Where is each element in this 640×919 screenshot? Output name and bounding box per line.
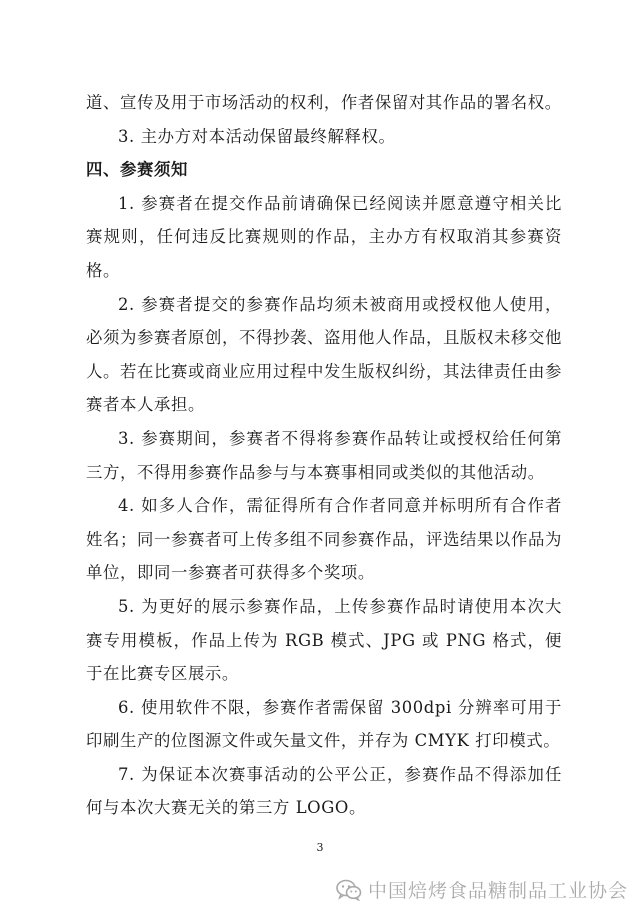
paragraph-notice-6: 6. 使用软件不限，参赛作者需保留 300dpi 分辨率可用于印刷生产的位图源文件或矢量文件，并存为 CMYK 打印模式。: [86, 697, 562, 751]
paragraph-notice-2: 2. 参赛者提交的参赛作品均须未被商用或授权他人使用，必须为参赛者原创，不得抄袭、盗用他人作品，且版权未移交他人。若在比赛或商业应用过程中发生版权纠纷，其法律责任由参赛者本人承担。: [86, 294, 562, 415]
page-number: 3: [316, 841, 324, 854]
paragraph-continuation: 道、宣传及用于市场活动的权利，作者保留对其作品的署名权。: [86, 93, 562, 112]
section-heading: 四、参赛须知: [86, 160, 188, 180]
watermark-text: 中国焙烤食品糖制品工业协会: [367, 880, 628, 902]
paragraph-notice-7: 7. 为保证本次赛事活动的公平公正，参赛作品不得添加任何与本次大赛无关的第三方 LOGO。: [86, 764, 562, 818]
paragraph-rule-3: 3. 主办方对本活动保留最终解释权。: [118, 126, 396, 146]
paragraph-notice-4: 4. 如多人合作，需征得所有合作者同意并标明所有合作者姓名；同一参赛者可上传多组不同参赛作品，评选结果以作品为单位，即同一参赛者可获得多个奖项。: [86, 496, 562, 583]
document-body: [86, 86, 562, 825]
watermark: [336, 876, 628, 903]
paragraph-notice-1: 1. 参赛者在提交作品前请确保已经阅读并愿意遵守相关比赛规则，任何违反比赛规则的作品，主办方有权取消其参赛资格。: [86, 193, 562, 280]
wechat-icon: [336, 879, 362, 901]
paragraph-notice-3: 3. 参赛期间，参赛者不得将参赛作品转让或授权给任何第三方，不得用参赛作品参与与本赛事相同或类似的其他活动。: [86, 428, 562, 482]
paragraph-notice-5: 5. 为更好的展示参赛作品，上传参赛作品时请使用本次大赛专用模板，作品上传为 RGB 模式、JPG 或 PNG 格式，便于在比赛专区展示。: [86, 596, 562, 684]
